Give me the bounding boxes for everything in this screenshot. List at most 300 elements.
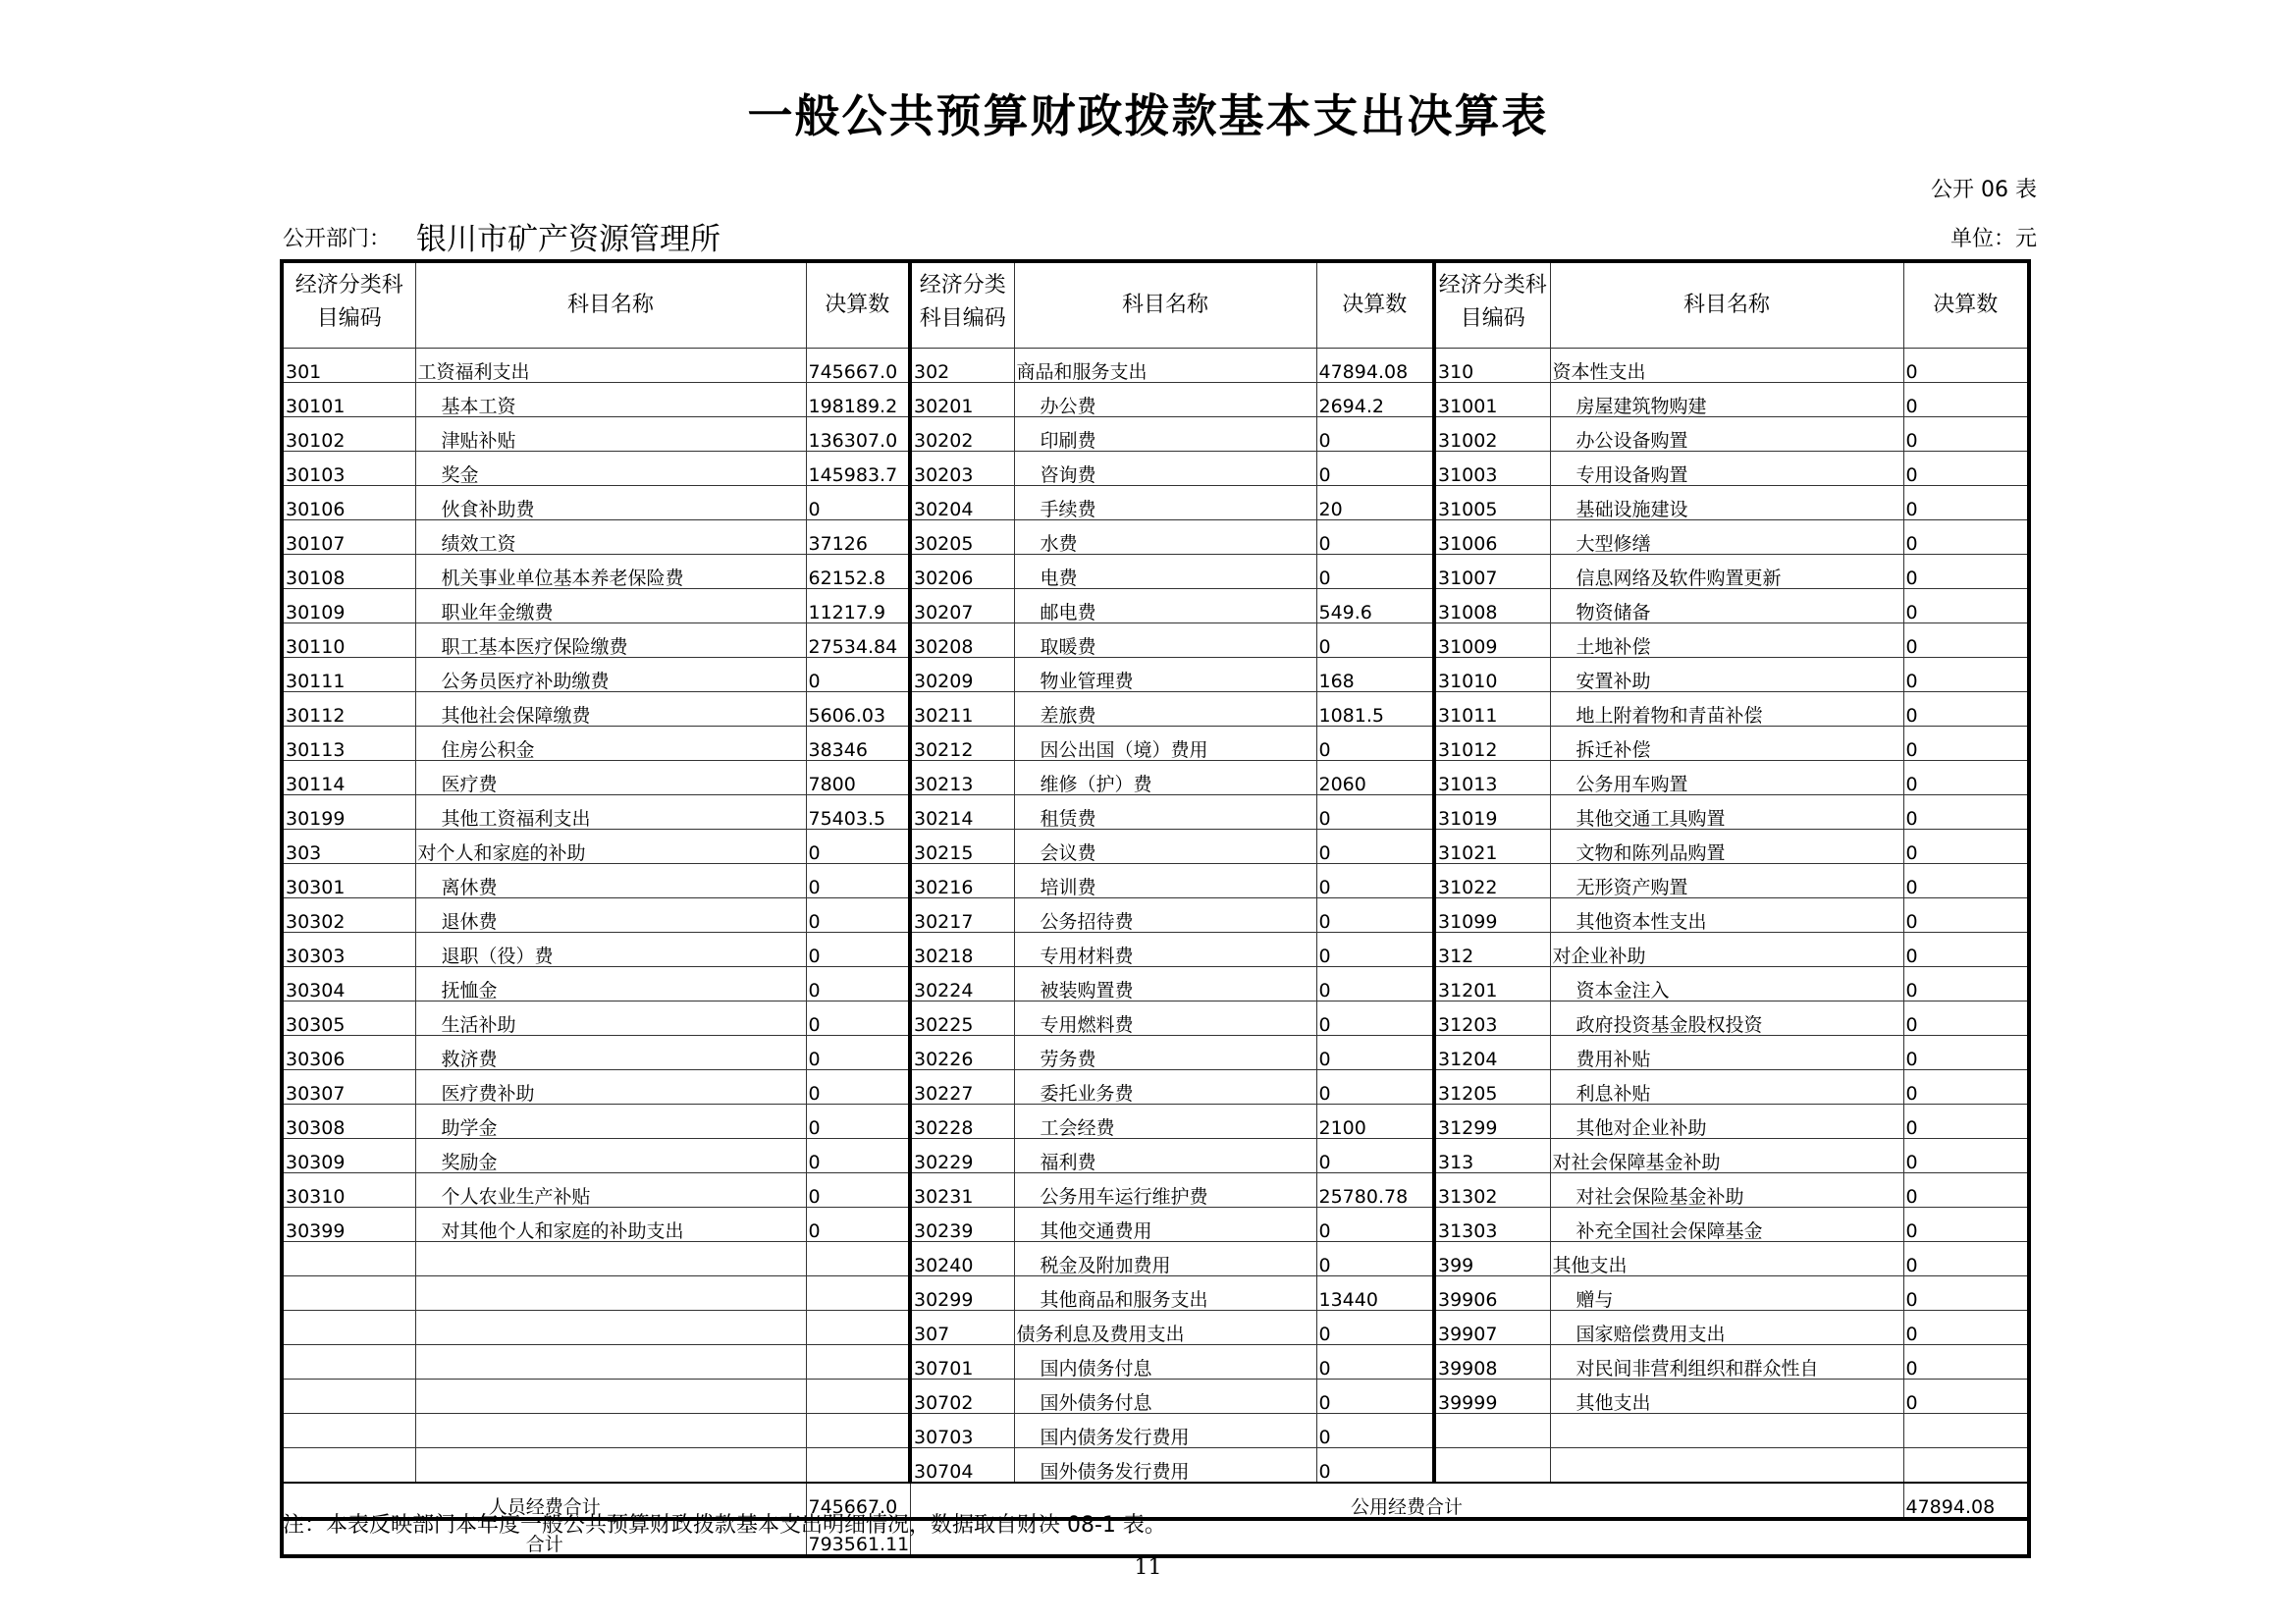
cell-name-3: 赠与 — [1550, 1276, 1903, 1311]
department-label: 公开部门： — [283, 227, 392, 251]
cell-name-3: 地上附着物和青苗补偿 — [1550, 692, 1903, 727]
cell-code-1: 30112 — [282, 692, 415, 727]
cell-name-2: 手续费 — [1014, 486, 1316, 520]
cell-amount-1: 0 — [806, 830, 910, 864]
cell-code-2: 30209 — [910, 658, 1014, 692]
table-row — [282, 658, 2029, 692]
table-row — [282, 520, 2029, 555]
cell-amount-2: 0 — [1316, 555, 1434, 589]
cell-code-3: 31011 — [1434, 692, 1550, 727]
cell-amount-2: 1081.5 — [1316, 692, 1434, 727]
cell-name-3: 物资储备 — [1550, 589, 1903, 623]
cell-name-3: 无形资产购置 — [1550, 864, 1903, 898]
cell-amount-2: 0 — [1316, 898, 1434, 933]
cell-name-2: 公务用车运行维护费 — [1014, 1173, 1316, 1208]
unit-label: 单位：元 — [1949, 227, 2037, 251]
cell-name-2: 因公出国（境）费用 — [1014, 727, 1316, 761]
cell-amount-3: 0 — [1903, 349, 2029, 383]
table-row — [282, 1208, 2029, 1242]
cell-amount-3: 0 — [1903, 1070, 2029, 1105]
table-row — [282, 727, 2029, 761]
cell-code-3: 31099 — [1434, 898, 1550, 933]
cell-name-1 — [415, 1414, 806, 1448]
cell-code-1: 30301 — [282, 864, 415, 898]
cell-name-3: 信息网络及软件购置更新 — [1550, 555, 1903, 589]
cell-name-2: 差旅费 — [1014, 692, 1316, 727]
header-amount-1: 决算数 — [806, 261, 910, 349]
table-row — [282, 1036, 2029, 1070]
cell-code-1 — [282, 1414, 415, 1448]
cell-code-2: 30212 — [910, 727, 1014, 761]
cell-amount-3: 0 — [1903, 658, 2029, 692]
header-code-3: 经济分类科目编码 — [1434, 261, 1550, 349]
cell-code-2: 30201 — [910, 383, 1014, 417]
cell-code-2: 30702 — [910, 1380, 1014, 1414]
cell-name-3: 大型修缮 — [1550, 520, 1903, 555]
cell-name-1: 基本工资 — [415, 383, 806, 417]
table-row — [282, 864, 2029, 898]
cell-amount-2: 0 — [1316, 623, 1434, 658]
cell-amount-3: 0 — [1903, 1242, 2029, 1276]
cell-code-3: 31203 — [1434, 1001, 1550, 1036]
cell-amount-1: 0 — [806, 1139, 910, 1173]
personnel-total-value: 745667.0 — [806, 1483, 910, 1519]
page-title: 一般公共预算财政拨款基本支出决算表 — [747, 89, 1549, 142]
cell-name-1: 职业年金缴费 — [415, 589, 806, 623]
footnote: 注：本表反映部门本年度一般公共预算财政拨款基本支出明细情况，数据取自财决 08-1 表。 — [283, 1513, 1166, 1538]
table-row — [282, 1173, 2029, 1208]
cell-code-1 — [282, 1380, 415, 1414]
cell-amount-2: 0 — [1316, 1139, 1434, 1173]
cell-code-1 — [282, 1345, 415, 1380]
cell-code-3: 31201 — [1434, 967, 1550, 1001]
cell-amount-1 — [806, 1414, 910, 1448]
cell-code-3: 31009 — [1434, 623, 1550, 658]
cell-name-3: 政府投资基金股权投资 — [1550, 1001, 1903, 1036]
cell-name-3: 其他对企业补助 — [1550, 1105, 1903, 1139]
table-row — [282, 761, 2029, 795]
table-row — [282, 692, 2029, 727]
cell-code-2: 30299 — [910, 1276, 1014, 1311]
cell-name-2: 会议费 — [1014, 830, 1316, 864]
cell-code-1: 30310 — [282, 1173, 415, 1208]
cell-name-2: 国内债务付息 — [1014, 1345, 1316, 1380]
cell-amount-3: 0 — [1903, 692, 2029, 727]
table-row — [282, 1414, 2029, 1448]
cell-code-3: 31299 — [1434, 1105, 1550, 1139]
cell-name-3: 土地补偿 — [1550, 623, 1903, 658]
cell-amount-2: 0 — [1316, 1242, 1434, 1276]
cell-name-1: 救济费 — [415, 1036, 806, 1070]
cell-amount-3: 0 — [1903, 1105, 2029, 1139]
cell-amount-2: 25780.78 — [1316, 1173, 1434, 1208]
cell-amount-2: 0 — [1316, 1070, 1434, 1105]
cell-code-2: 30213 — [910, 761, 1014, 795]
cell-amount-1 — [806, 1242, 910, 1276]
cell-code-2: 302 — [910, 349, 1014, 383]
cell-amount-3: 0 — [1903, 967, 2029, 1001]
cell-code-2: 30204 — [910, 486, 1014, 520]
cell-name-2: 邮电费 — [1014, 589, 1316, 623]
cell-amount-2: 0 — [1316, 933, 1434, 967]
cell-name-3: 补充全国社会保障基金 — [1550, 1208, 1903, 1242]
cell-name-3: 公务用车购置 — [1550, 761, 1903, 795]
cell-code-2: 30211 — [910, 692, 1014, 727]
table-row — [282, 555, 2029, 589]
cell-name-3: 其他支出 — [1550, 1380, 1903, 1414]
cell-name-2: 其他商品和服务支出 — [1014, 1276, 1316, 1311]
cell-code-3: 39906 — [1434, 1276, 1550, 1311]
cell-code-2: 30214 — [910, 795, 1014, 830]
cell-amount-1: 0 — [806, 486, 910, 520]
cell-name-3: 安置补助 — [1550, 658, 1903, 692]
expenditure-table — [280, 259, 2031, 1558]
cell-amount-1: 0 — [806, 967, 910, 1001]
cell-amount-3: 0 — [1903, 1173, 2029, 1208]
cell-amount-3: 0 — [1903, 555, 2029, 589]
cell-code-3: 39907 — [1434, 1311, 1550, 1345]
public-total-label: 公用经费合计 — [910, 1483, 1903, 1519]
cell-amount-1 — [806, 1276, 910, 1311]
cell-amount-3: 0 — [1903, 486, 2029, 520]
cell-amount-1: 0 — [806, 1208, 910, 1242]
cell-code-3: 399 — [1434, 1242, 1550, 1276]
cell-name-3: 文物和陈列品购置 — [1550, 830, 1903, 864]
cell-amount-2: 0 — [1316, 967, 1434, 1001]
cell-code-1: 30111 — [282, 658, 415, 692]
cell-amount-1: 0 — [806, 864, 910, 898]
cell-code-1: 30305 — [282, 1001, 415, 1036]
cell-name-1: 助学金 — [415, 1105, 806, 1139]
cell-code-3: 31006 — [1434, 520, 1550, 555]
cell-name-2: 取暖费 — [1014, 623, 1316, 658]
cell-name-2: 办公费 — [1014, 383, 1316, 417]
cell-name-1: 医疗费 — [415, 761, 806, 795]
cell-name-1: 奖金 — [415, 452, 806, 486]
cell-amount-1: 0 — [806, 1070, 910, 1105]
cell-name-3: 资本金注入 — [1550, 967, 1903, 1001]
cell-amount-1: 5606.03 — [806, 692, 910, 727]
cell-name-2: 委托业务费 — [1014, 1070, 1316, 1105]
cell-name-3: 对民间非营利组织和群众性自 — [1550, 1345, 1903, 1380]
cell-name-1: 住房公积金 — [415, 727, 806, 761]
cell-code-1: 30107 — [282, 520, 415, 555]
cell-amount-3 — [1903, 1448, 2029, 1484]
cell-code-3: 31001 — [1434, 383, 1550, 417]
cell-name-3: 其他交通工具购置 — [1550, 795, 1903, 830]
cell-amount-3: 0 — [1903, 727, 2029, 761]
cell-amount-1: 62152.8 — [806, 555, 910, 589]
header-amount-3: 决算数 — [1903, 261, 2029, 349]
header-code-2: 经济分类科目编码 — [910, 261, 1014, 349]
table-row — [282, 383, 2029, 417]
cell-amount-2: 47894.08 — [1316, 349, 1434, 383]
cell-amount-2: 0 — [1316, 1311, 1434, 1345]
table-row — [282, 967, 2029, 1001]
cell-code-2: 30225 — [910, 1001, 1014, 1036]
cell-amount-1: 0 — [806, 1001, 910, 1036]
cell-code-3 — [1434, 1414, 1550, 1448]
cell-code-1: 30302 — [282, 898, 415, 933]
header-name-3: 科目名称 — [1550, 261, 1903, 349]
header-code-1: 经济分类科目编码 — [282, 261, 415, 349]
cell-amount-1: 0 — [806, 1105, 910, 1139]
table-row — [282, 589, 2029, 623]
cell-name-2: 租赁费 — [1014, 795, 1316, 830]
table-row — [282, 1345, 2029, 1380]
table-row — [282, 1070, 2029, 1105]
cell-code-1: 30103 — [282, 452, 415, 486]
cell-code-1 — [282, 1276, 415, 1311]
cell-amount-3: 0 — [1903, 933, 2029, 967]
cell-amount-3: 0 — [1903, 623, 2029, 658]
cell-name-3 — [1550, 1448, 1903, 1484]
grand-total-value: 793561.11 — [806, 1519, 910, 1556]
cell-code-2: 30218 — [910, 933, 1014, 967]
table-row — [282, 1139, 2029, 1173]
cell-amount-3: 0 — [1903, 830, 2029, 864]
cell-amount-2: 0 — [1316, 1448, 1434, 1484]
cell-name-1: 其他工资福利支出 — [415, 795, 806, 830]
cell-code-1 — [282, 1448, 415, 1484]
cell-amount-1: 0 — [806, 1036, 910, 1070]
cell-name-3: 对企业补助 — [1550, 933, 1903, 967]
cell-name-1: 退休费 — [415, 898, 806, 933]
cell-amount-3: 0 — [1903, 1208, 2029, 1242]
cell-amount-3: 0 — [1903, 1380, 2029, 1414]
cell-code-1: 30108 — [282, 555, 415, 589]
cell-name-3: 办公设备购置 — [1550, 417, 1903, 452]
cell-code-2: 30207 — [910, 589, 1014, 623]
cell-amount-1: 37126 — [806, 520, 910, 555]
cell-code-2: 30704 — [910, 1448, 1014, 1484]
page-number: 11 — [1134, 1555, 1162, 1580]
cell-code-3: 31008 — [1434, 589, 1550, 623]
cell-amount-1 — [806, 1448, 910, 1484]
form-number: 公开 06 表 — [1931, 178, 2037, 202]
cell-amount-2: 0 — [1316, 727, 1434, 761]
cell-code-1: 30113 — [282, 727, 415, 761]
cell-amount-1: 0 — [806, 898, 910, 933]
cell-code-2: 30703 — [910, 1414, 1014, 1448]
cell-name-2: 国内债务发行费用 — [1014, 1414, 1316, 1448]
cell-amount-2: 2100 — [1316, 1105, 1434, 1139]
cell-name-2: 印刷费 — [1014, 417, 1316, 452]
cell-code-2: 30216 — [910, 864, 1014, 898]
cell-code-1: 30114 — [282, 761, 415, 795]
table-row — [282, 1276, 2029, 1311]
cell-name-2: 被装购置费 — [1014, 967, 1316, 1001]
cell-amount-3: 0 — [1903, 761, 2029, 795]
cell-code-1: 30308 — [282, 1105, 415, 1139]
cell-amount-3: 0 — [1903, 520, 2029, 555]
cell-amount-2: 0 — [1316, 1414, 1434, 1448]
table-row — [282, 933, 2029, 967]
cell-amount-3: 0 — [1903, 589, 2029, 623]
cell-amount-1: 7800 — [806, 761, 910, 795]
cell-name-3: 利息补贴 — [1550, 1070, 1903, 1105]
cell-amount-2: 2694.2 — [1316, 383, 1434, 417]
cell-name-2: 债务利息及费用支出 — [1014, 1311, 1316, 1345]
cell-amount-3: 0 — [1903, 898, 2029, 933]
cell-amount-1: 0 — [806, 1173, 910, 1208]
cell-name-1: 机关事业单位基本养老保险费 — [415, 555, 806, 589]
cell-code-3: 31022 — [1434, 864, 1550, 898]
cell-amount-2: 0 — [1316, 520, 1434, 555]
cell-code-3: 31013 — [1434, 761, 1550, 795]
cell-amount-3: 0 — [1903, 1139, 2029, 1173]
cell-amount-1: 145983.7 — [806, 452, 910, 486]
cell-code-3: 31012 — [1434, 727, 1550, 761]
grand-total-label: 合计 — [282, 1519, 806, 1556]
cell-code-1: 30109 — [282, 589, 415, 623]
public-total-value: 47894.08 — [1903, 1483, 2029, 1519]
cell-name-2: 培训费 — [1014, 864, 1316, 898]
table-row — [282, 898, 2029, 933]
cell-name-1: 个人农业生产补贴 — [415, 1173, 806, 1208]
cell-name-2: 专用燃料费 — [1014, 1001, 1316, 1036]
cell-amount-1: 745667.0 — [806, 349, 910, 383]
cell-code-2: 30215 — [910, 830, 1014, 864]
cell-name-2: 咨询费 — [1014, 452, 1316, 486]
cell-amount-2: 13440 — [1316, 1276, 1434, 1311]
cell-name-1: 工资福利支出 — [415, 349, 806, 383]
cell-name-1: 对其他个人和家庭的补助支出 — [415, 1208, 806, 1242]
cell-name-2: 税金及附加费用 — [1014, 1242, 1316, 1276]
cell-name-1: 对个人和家庭的补助 — [415, 830, 806, 864]
cell-name-2: 水费 — [1014, 520, 1316, 555]
cell-code-3 — [1434, 1448, 1550, 1484]
table-row — [282, 795, 2029, 830]
table-row — [282, 417, 2029, 452]
cell-name-2: 商品和服务支出 — [1014, 349, 1316, 383]
cell-code-2: 30206 — [910, 555, 1014, 589]
cell-name-3: 对社会保险基金补助 — [1550, 1173, 1903, 1208]
cell-amount-2: 0 — [1316, 1001, 1434, 1036]
cell-code-1: 30106 — [282, 486, 415, 520]
cell-amount-1: 136307.0 — [806, 417, 910, 452]
cell-amount-3 — [1903, 1414, 2029, 1448]
cell-code-3: 39999 — [1434, 1380, 1550, 1414]
cell-name-1: 奖励金 — [415, 1139, 806, 1173]
cell-name-3: 国家赔偿费用支出 — [1550, 1311, 1903, 1345]
table-header-row — [282, 261, 2029, 349]
cell-code-2: 30217 — [910, 898, 1014, 933]
cell-amount-3: 0 — [1903, 795, 2029, 830]
cell-code-1: 303 — [282, 830, 415, 864]
cell-code-1: 30101 — [282, 383, 415, 417]
cell-name-2: 福利费 — [1014, 1139, 1316, 1173]
cell-name-1 — [415, 1345, 806, 1380]
cell-name-1: 医疗费补助 — [415, 1070, 806, 1105]
cell-name-2: 国外债务付息 — [1014, 1380, 1316, 1414]
cell-code-3: 31010 — [1434, 658, 1550, 692]
cell-name-1: 退职（役）费 — [415, 933, 806, 967]
cell-name-3: 房屋建筑物购建 — [1550, 383, 1903, 417]
cell-amount-1 — [806, 1345, 910, 1380]
cell-amount-3: 0 — [1903, 417, 2029, 452]
cell-amount-1: 27534.84 — [806, 623, 910, 658]
cell-name-3: 拆迁补偿 — [1550, 727, 1903, 761]
cell-code-2: 30229 — [910, 1139, 1014, 1173]
cell-amount-3: 0 — [1903, 1311, 2029, 1345]
cell-name-1: 公务员医疗补助缴费 — [415, 658, 806, 692]
cell-name-1 — [415, 1276, 806, 1311]
cell-code-3: 31205 — [1434, 1070, 1550, 1105]
header-name-1: 科目名称 — [415, 261, 806, 349]
personnel-total-label: 人员经费合计 — [282, 1483, 806, 1519]
cell-code-2: 30226 — [910, 1036, 1014, 1070]
table-row — [282, 1242, 2029, 1276]
cell-name-3: 基础设施建设 — [1550, 486, 1903, 520]
cell-amount-1 — [806, 1380, 910, 1414]
header-amount-2: 决算数 — [1316, 261, 1434, 349]
cell-code-2: 30239 — [910, 1208, 1014, 1242]
cell-code-1: 30307 — [282, 1070, 415, 1105]
cell-code-3: 31021 — [1434, 830, 1550, 864]
cell-name-1 — [415, 1380, 806, 1414]
cell-amount-1 — [806, 1311, 910, 1345]
table-row — [282, 1311, 2029, 1345]
cell-amount-3: 0 — [1903, 383, 2029, 417]
cell-code-1: 30303 — [282, 933, 415, 967]
header-name-2: 科目名称 — [1014, 261, 1316, 349]
cell-code-3: 31204 — [1434, 1036, 1550, 1070]
cell-code-3: 31002 — [1434, 417, 1550, 452]
cell-code-3: 310 — [1434, 349, 1550, 383]
cell-amount-2: 0 — [1316, 795, 1434, 830]
cell-amount-3: 0 — [1903, 452, 2029, 486]
cell-name-2: 维修（护）费 — [1014, 761, 1316, 795]
cell-code-2: 30208 — [910, 623, 1014, 658]
cell-amount-2: 0 — [1316, 1345, 1434, 1380]
table-row — [282, 830, 2029, 864]
cell-name-1: 其他社会保障缴费 — [415, 692, 806, 727]
cell-amount-1: 11217.9 — [806, 589, 910, 623]
cell-code-2: 30203 — [910, 452, 1014, 486]
cell-amount-2: 0 — [1316, 417, 1434, 452]
cell-amount-3: 0 — [1903, 1276, 2029, 1311]
cell-amount-1: 198189.2 — [806, 383, 910, 417]
cell-name-1 — [415, 1242, 806, 1276]
cell-code-3: 31003 — [1434, 452, 1550, 486]
cell-amount-3: 0 — [1903, 864, 2029, 898]
cell-name-2: 工会经费 — [1014, 1105, 1316, 1139]
cell-code-3: 31007 — [1434, 555, 1550, 589]
cell-amount-2: 0 — [1316, 864, 1434, 898]
cell-name-3: 其他资本性支出 — [1550, 898, 1903, 933]
cell-code-1: 30399 — [282, 1208, 415, 1242]
cell-name-2: 公务招待费 — [1014, 898, 1316, 933]
cell-code-2: 30227 — [910, 1070, 1014, 1105]
cell-amount-1: 75403.5 — [806, 795, 910, 830]
cell-name-1: 生活补助 — [415, 1001, 806, 1036]
cell-code-2: 307 — [910, 1311, 1014, 1345]
cell-amount-3: 0 — [1903, 1036, 2029, 1070]
cell-code-1 — [282, 1242, 415, 1276]
table-row — [282, 452, 2029, 486]
cell-amount-2: 20 — [1316, 486, 1434, 520]
cell-amount-2: 2060 — [1316, 761, 1434, 795]
cell-code-2: 30205 — [910, 520, 1014, 555]
department-name: 银川市矿产资源管理所 — [416, 222, 721, 257]
cell-code-3: 312 — [1434, 933, 1550, 967]
table-row — [282, 1001, 2029, 1036]
cell-code-2: 30202 — [910, 417, 1014, 452]
cell-name-1 — [415, 1448, 806, 1484]
cell-code-3: 31302 — [1434, 1173, 1550, 1208]
cell-code-2: 30224 — [910, 967, 1014, 1001]
